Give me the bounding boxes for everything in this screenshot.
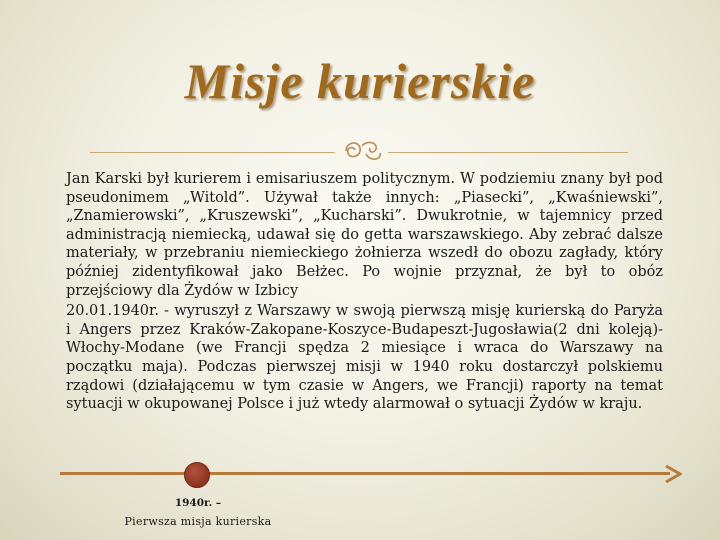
paragraph-bio: Jan Karski był kurierem i emisariuszem politycznym. W podziemiu znany był pod pseudonimem „Witold”. Używał także innych: „Piasecki”, „Kwaśniewski”, „Znamierowski”, „Kruszewski”, „Kucharski”. Dwukrotnie, w tajemnicy przed administracją niemiecką, udawał się do getta warszawskiego. Aby zebrać dalsze materiały, w przebraniu niemieckiego żołnierza wszedł do obozu zagłady, który później zidentyfikował jako Bełżec. Po wojnie przyznał, że był to obóz przejściowy dla Żydów w Izbicy (66, 171, 663, 299)
timeline-marker (184, 462, 210, 488)
divider-right (388, 152, 628, 153)
slide-body (66, 170, 663, 416)
timeline-event-label: Pierwsza misja kurierska (124, 515, 272, 528)
timeline-line (60, 472, 670, 475)
timeline-event-date: 1940r. – (174, 497, 222, 509)
slide-title: Misje kurierskie (184, 53, 536, 109)
timeline-arrow-icon (664, 464, 682, 484)
flourish-icon (336, 136, 386, 166)
paragraph-first-mission: 20.01.1940r. - wyruszył z Warszawy w swoją pierwszą misję kurierską do Paryża i Angers przez Kraków-Zakopane-Koszyce-Budapeszt-Jugosławia(2 dni koleją)-Włochy-Modane (we Francji spędza 2 miesiące i wraca do Warszawy na początku maja). Podczas pierwszej misji w 1940 roku dostarczył polskiemu rządowi (działającemu w tym czasie w Angers, we Francji) raporty na temat sytuacji w okupowanej Polsce i już wtedy alarmował o sytuacji Żydów w kraju. (66, 303, 663, 413)
divider-left (90, 152, 335, 153)
